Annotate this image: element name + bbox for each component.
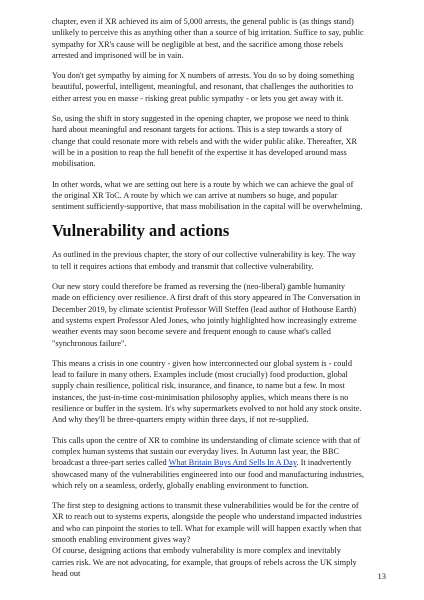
section-paragraph-1: As outlined in the previous chapter, the story of our collective vulnerability is key. The way to tell it requires actions that embody and transmit that collective vulnerability. — [52, 250, 356, 271]
closing-paragraph-1: The first step to designing actions to transmit these vulnerabilities would be for the centre of XR to reach out to systems experts, alongside the people who understand impacted industries and who can pinpoint the stories to tell. What for example will will happen exactly when that smooth enabling environment gives way? — [52, 501, 362, 544]
bbc-paragraph-after: . It inadvertently showcased many of the vulnerabilities engineered into our food and manufacturing industries, which rely on a seamless, orderly, globally enabling environment to function. — [52, 458, 364, 490]
intro-paragraph-1: chapter, even if XR achieved its aim of 5,000 arrests, the general public is (as things stand) unlikely to perceive this as anything other than a source of big irritation. Suffice to say, public sympathy for XR's cause will be negligible at best, and the sacrifice among those rebels arrested and imprisoned will be in vain. — [52, 17, 364, 60]
section-paragraph-3: This means a crisis in one country - given how interconnected our global system is - could lead to failure in many others. Examples include (most crucially) food production, global supply chain resilience, political risk, insurance, and finance, to name but a few. In most instances, the just-in-time cost-minimisation philosophy applies, which means there is no resilience or buffer in the system. It's why supermarkets evolved to not hold any stock onsite. And why they'll be three-quarters empty within three days, if not re-supplied. — [52, 358, 362, 425]
page-number: 13 — [377, 571, 386, 581]
bbc-paragraph — [52, 435, 364, 491]
intro-paragraph-3: So, using the shift in story suggested in the opening chapter, we propose we need to think hard about meaningful and resonant targets for actions. This is a step towards a story of change that could resonate more with rebels and with the wider public alike. Thereafter, XR will be in a position to reap the full benefit of the expertise it has developed around mass mobilisation. — [52, 114, 358, 169]
bbc-paragraph-before: This calls upon the centre of XR to combine its understanding of climate science with that of complex human systems that sustain our everyday lives. In Autumn last year, the BBC broadcast a three-part series called — [52, 435, 361, 468]
section-heading: Vulnerability and actions — [52, 221, 230, 241]
section-paragraph-2: Our new story could therefore be framed as reversing the (neo-liberal) gamble humanity made on efficiency over resilience. A first draft of this story appeared in The Conversation in December 2019, by climate scientist Professor Will Steffen (lead author of Hothouse Earth) and systems expert Professor Aled Jones, who jointly highlighted how increasingly extreme weather events may soon become severe and frequent enough to cause what's called "synchronous failure". — [52, 282, 361, 348]
intro-paragraph-2: You don't get sympathy by aiming for X numbers of arrests. You do so by doing something beautiful, powerful, intelligent, meaningful, and resonant, that challenges the authorities to either arrest you en masse - risking great public sympathy - or lets you get away with it. — [52, 71, 355, 103]
closing-paragraph-2: Of course, designing actions that embody vulnerability is more complex and inevitably carries risk. We are not advocating, for example, that groups of rebels across the UK simply head out — [52, 546, 357, 578]
bbc-series-link[interactable]: What Britain Buys And Sells In A Day — [168, 458, 297, 468]
intro-paragraph-4: In other words, what we are setting out here is a route by which we can achieve the goal of the original XR ToC. A route by which we can arrive at numbers so huge, and popular sentiment sufficiently-supportive, that mass mobilisation in the capital will be overwhelming. — [52, 179, 363, 212]
